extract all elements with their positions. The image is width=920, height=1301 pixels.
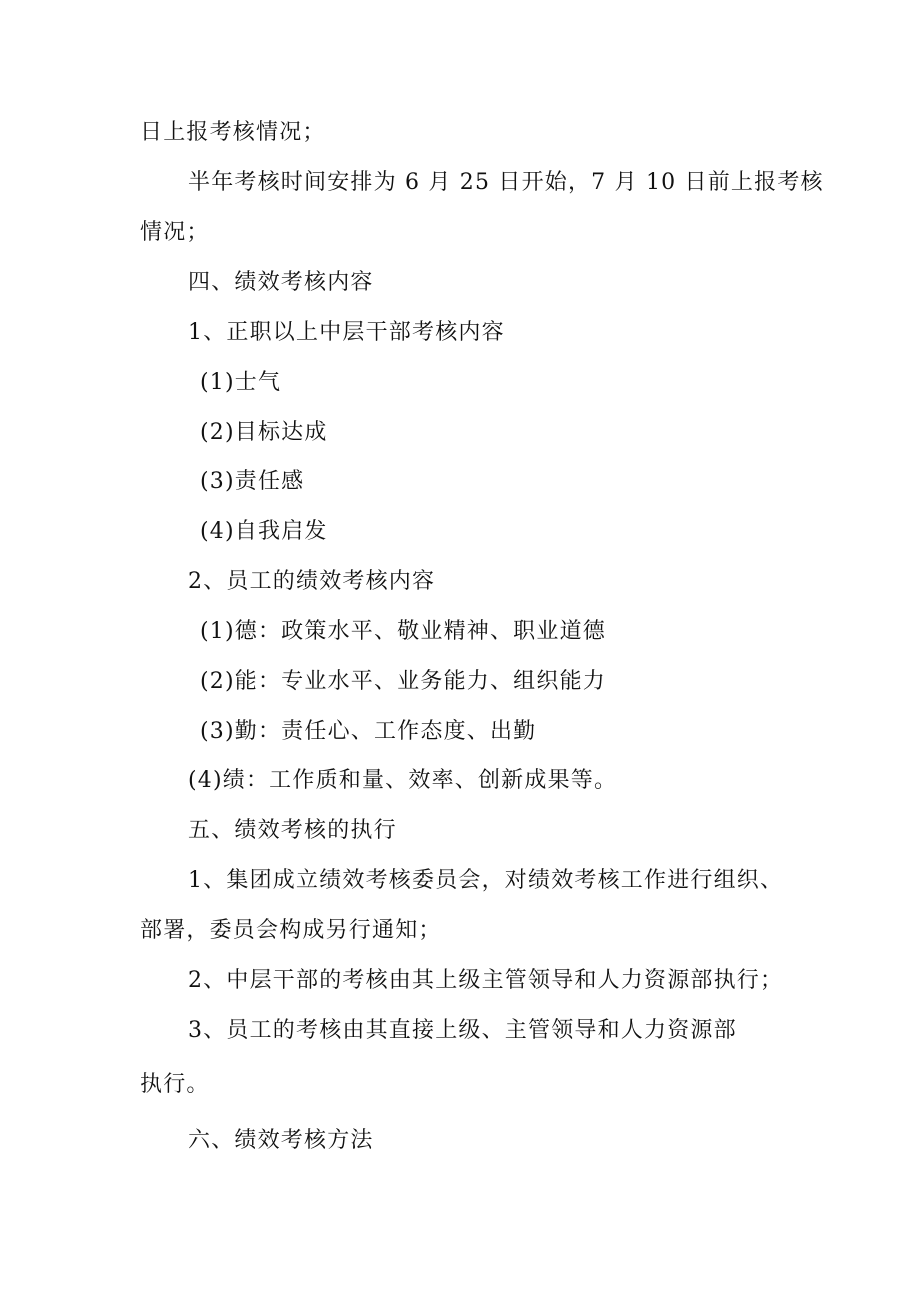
list-item: (3)勤：责任心、工作态度、出勤	[200, 719, 537, 744]
subsection-heading: 1、正职以上中层干部考核内容	[188, 320, 505, 345]
text-line: 情况；	[140, 220, 210, 245]
text-line: 半年考核时间安排为 6 月 25 日开始，7 月 10 日前上报考核	[188, 170, 824, 195]
text-line: 2、中层干部的考核由其上级主管领导和人力资源部执行；	[188, 968, 784, 993]
subsection-heading: 2、员工的绩效考核内容	[188, 569, 436, 594]
list-item: (4)绩：工作质和量、效率、创新成果等。	[188, 768, 618, 793]
list-item: (1)德：政策水平、敬业精神、职业道德	[200, 619, 606, 644]
list-item: (4)自我启发	[200, 519, 328, 544]
section-heading: 六、绩效考核方法	[188, 1128, 374, 1153]
section-heading: 四、绩效考核内容	[188, 270, 374, 295]
text-line: 1、集团成立绩效考核委员会，对绩效考核工作进行组织、	[188, 868, 784, 893]
text-line: 执行。	[140, 1072, 210, 1097]
list-item: (1)士气	[200, 370, 282, 395]
section-heading: 五、绩效考核的执行	[188, 818, 397, 843]
text-line: 部署，委员会构成另行通知；	[140, 918, 442, 943]
text-line: 3、员工的考核由其直接上级、主管领导和人力资源部	[188, 1018, 737, 1043]
list-item: (2)目标达成	[200, 420, 328, 445]
list-item: (3)责任感	[200, 469, 305, 494]
list-item: (2)能：专业水平、业务能力、组织能力	[200, 669, 606, 694]
text-line: 日上报考核情况；	[140, 120, 326, 145]
